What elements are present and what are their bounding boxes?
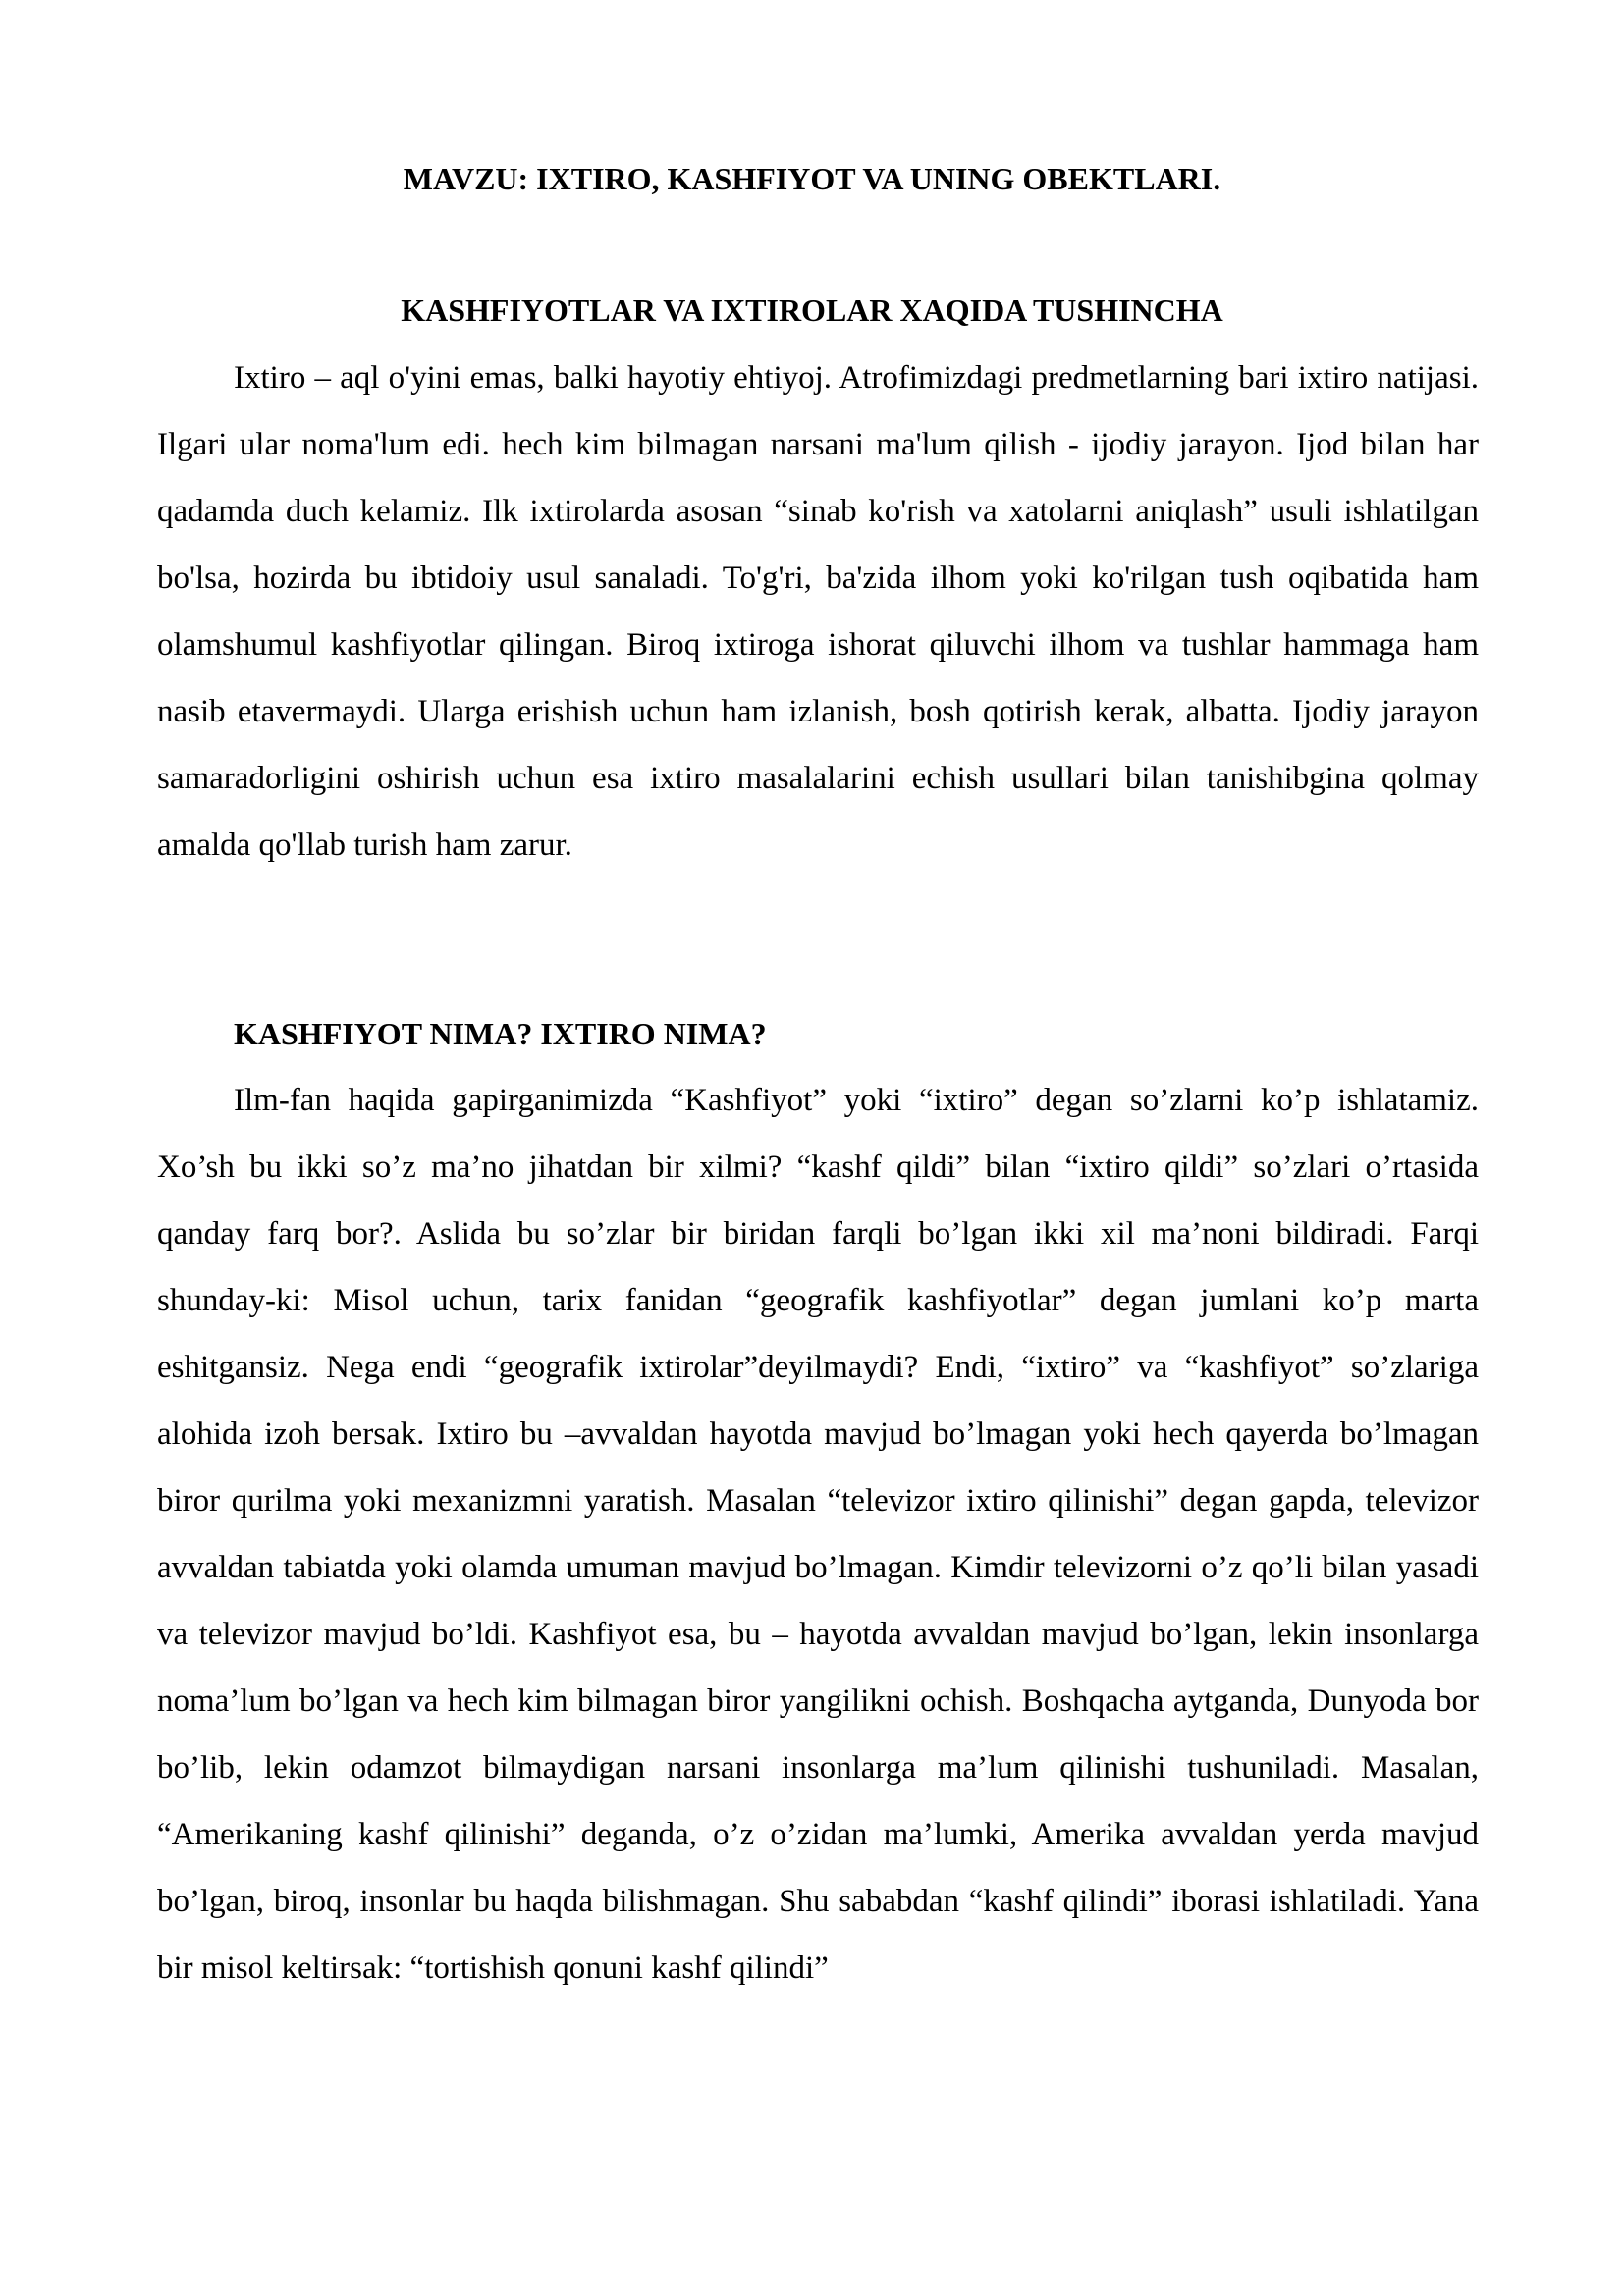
paragraph-intro: Ixtiro – aql o'yini emas, balki hayotiy ehtiyoj. Atrofimizdagi predmetlarning bari ixtiro natijasi. Ilgari ular noma'lum edi. hech kim bilmagan narsani ma'lum qilish - ijodiy jarayon. Ijod bilan har qadamda duch kelamiz. Ilk ixtirolarda asosan “sinab ko'rish va xatolarni aniqlash” usuli ishlatilgan bo'lsa, hozirda bu ibtidoiy usul sanaladi. To'g'ri, ba'zida ilhom yoki ko'rilgan tush oqibatida ham olamshumul kashfiyotlar qilingan. Biroq ixtiroga ishorat qiluvchi ilhom va tushlar hammaga ham nasib etavermaydi. Ularga erishish uchun ham izlanish, bosh qotirish kerak, albatta. Ijodiy jarayon samaradorligini oshirish uchun esa ixtiro masalalarini echish usullari bilan tanishibgina qolmay amalda qo'llab turish ham zarur. bbox=[157, 360, 1479, 863]
subheading: KASHFIYOT NIMA? IXTIRO NIMA? bbox=[234, 1016, 767, 1051]
paragraph-definitions: Ilm-fan haqida gapirganimizda “Kashfiyot” yoki “ixtiro” degan so’zlarni ko’p ishlatamiz. Xo’sh bu ikki so’z ma’no jihatdan bir xilmi? “kashf qildi” bilan “ixtiro qildi” so’zlari o’rtasida qanday farq bor?. Aslida bu so’zlar bir biridan farqli bo’lgan ikki xil ma’noni bildiradi. Farqi shunday-ki: Misol uchun, tarix fanidan “geografik kashfiyotlar” degan jumlani ko’p marta eshitgansiz. Nega endi “geografik ixtirolar”deyilmaydi? Endi, “ixtiro” va “kashfiyot” so’zlariga alohida izoh bersak. Ixtiro bu –avvaldan hayotda mavjud bo’lmagan yoki hech qayerda bo’lmagan biror qurilma yoki mexanizmni yaratish. Masalan “televizor ixtiro qilinishi” degan gapda, televizor avvaldan tabiatda yoki olamda umuman mavjud bo’lmagan. Kimdir televizorni o’z qo’li bilan yasadi va televizor mavjud bo’ldi. Kashfiyot esa, bu – hayotda avvaldan mavjud bo’lgan, lekin insonlarga noma’lum bo’lgan va hech kim bilmagan biror yangilikni ochish. Boshqacha aytganda, Dunyoda bor bo’lib, lekin odamzot bilmaydigan narsani insonlarga ma’lum qilinishi tushuniladi. Masalan, “Amerikaning kashf qilinishi” deganda, o’z o’zidan ma’lumki, Amerika avvaldan yerda mavjud bo’lgan, biroq, insonlar bu haqda bilishmagan. Shu sababdan “kashf qilindi” iborasi ishlatiladi. Yana bir misol keltirsak: “tortishish qonuni kashf qilindi” bbox=[157, 1083, 1479, 1986]
section-heading: KASHFIYOTLAR VA IXTIROLAR XAQIDA TUSHINCHA bbox=[401, 293, 1223, 328]
document-title: MAVZU: IXTIRO, KASHFIYOT VA UNING OBEKTLARI. bbox=[403, 161, 1221, 196]
